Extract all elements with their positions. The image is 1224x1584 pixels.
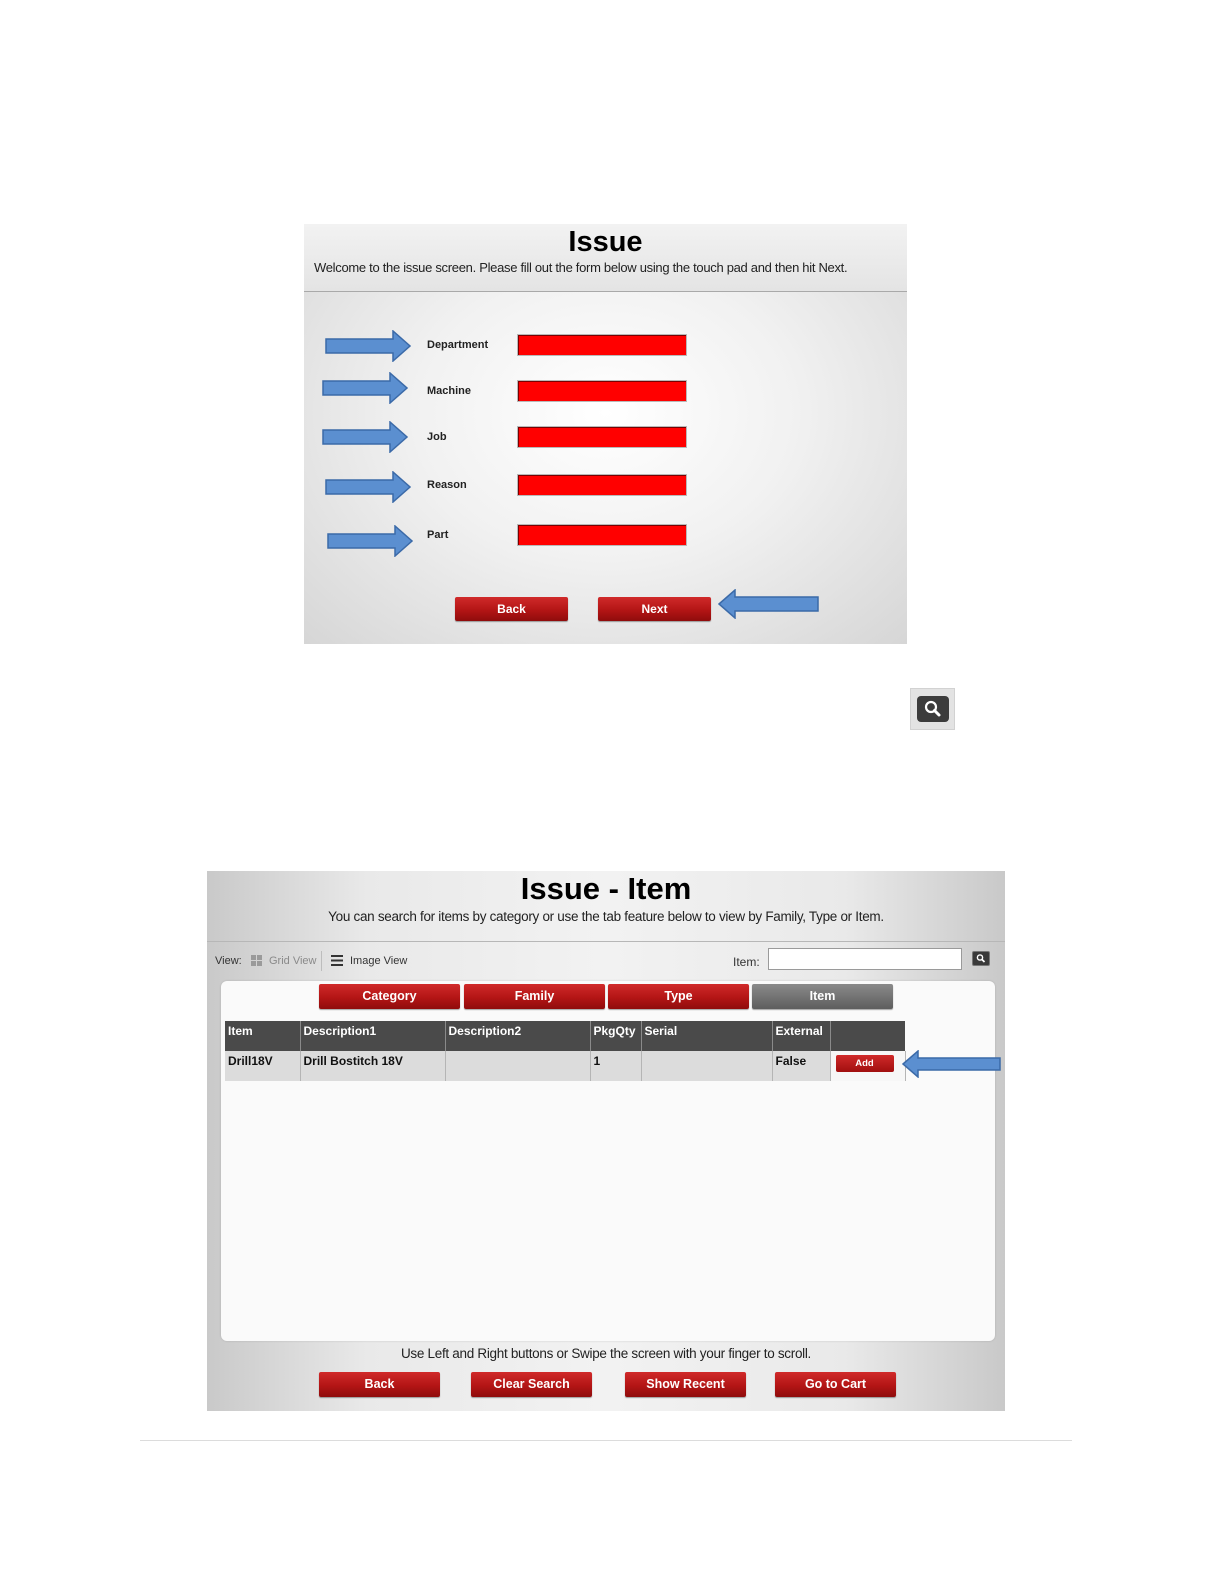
arrow-right-icon	[322, 421, 408, 453]
issue-item-header	[207, 871, 1005, 942]
search-button[interactable]	[910, 688, 955, 730]
tab-item[interactable]: Item	[752, 984, 893, 1009]
column-header: Description2	[445, 1021, 590, 1051]
table-header-row	[225, 1021, 905, 1051]
grid-view-icon	[251, 955, 262, 966]
arrow-left-icon	[902, 1050, 1002, 1078]
column-header: Item	[225, 1021, 300, 1051]
issue-subtitle: Welcome to the issue screen. Please fill out the form below using the touch pad and then hit Next.	[314, 260, 848, 275]
grid-view-toggle[interactable]: Grid View	[269, 955, 317, 967]
issue-item-subtitle: You can search for items by category or use the tab feature below to view by Family, Type or Item.	[328, 909, 884, 924]
department-field[interactable]	[517, 334, 687, 356]
column-header	[830, 1021, 905, 1051]
issue-title: Issue	[568, 226, 643, 258]
next-button[interactable]: Next	[598, 597, 711, 621]
page-divider	[140, 1440, 1072, 1441]
back-button[interactable]: Back	[319, 1372, 440, 1397]
item-search-button[interactable]	[972, 951, 990, 966]
cell-description2	[445, 1051, 590, 1081]
machine-label: Machine	[427, 385, 472, 397]
tab-family[interactable]: Family	[464, 984, 605, 1009]
scroll-hint: Use Left and Right buttons or Swipe the screen with your finger to scroll.	[400, 1346, 812, 1361]
issue-item-title: Issue - Item	[520, 871, 692, 906]
item-search-input[interactable]	[768, 948, 962, 970]
cell-action	[830, 1051, 905, 1081]
cell-pkgqty: 1	[590, 1051, 641, 1081]
part-field[interactable]	[517, 524, 687, 546]
back-button[interactable]: Back	[455, 597, 568, 621]
part-label: Part	[427, 529, 449, 541]
department-label: Department	[427, 339, 489, 351]
machine-field[interactable]	[517, 380, 687, 402]
job-label: Job	[427, 431, 447, 443]
column-header: PkgQty	[590, 1021, 641, 1051]
arrow-right-icon	[322, 372, 408, 404]
view-divider	[321, 951, 322, 971]
image-view-toggle[interactable]: Image View	[350, 955, 408, 967]
issue-item-screenshot	[207, 871, 1005, 1411]
go-to-cart-button[interactable]: Go to Cart	[775, 1372, 896, 1397]
items-table	[225, 1021, 906, 1081]
table-row	[225, 1051, 905, 1081]
column-header: Description1	[300, 1021, 445, 1051]
reason-label: Reason	[427, 479, 467, 491]
cell-external: False	[772, 1051, 830, 1081]
magnifier-icon	[917, 696, 949, 722]
arrow-left-icon	[718, 589, 820, 619]
arrow-right-icon	[325, 471, 411, 503]
cell-item: Drill18V	[225, 1051, 300, 1081]
image-view-icon	[331, 955, 343, 966]
results-panel	[221, 981, 995, 1341]
issue-header	[304, 224, 907, 292]
add-button[interactable]: Add	[836, 1055, 894, 1072]
tab-type[interactable]: Type	[608, 984, 749, 1009]
column-header: External	[772, 1021, 830, 1051]
cell-description1: Drill Bostitch 18V	[300, 1051, 445, 1081]
view-label: View:	[215, 955, 242, 967]
arrow-right-icon	[325, 330, 411, 362]
job-field[interactable]	[517, 426, 687, 448]
show-recent-button[interactable]: Show Recent	[625, 1372, 746, 1397]
reason-field[interactable]	[517, 474, 687, 496]
tab-category[interactable]: Category	[319, 984, 460, 1009]
item-search-label: Item:	[733, 955, 760, 969]
column-header: Serial	[641, 1021, 772, 1051]
cell-serial	[641, 1051, 772, 1081]
clear-search-button[interactable]: Clear Search	[471, 1372, 592, 1397]
magnifier-icon	[973, 952, 989, 965]
issue-screen-screenshot	[304, 224, 907, 644]
arrow-right-icon	[327, 525, 413, 557]
